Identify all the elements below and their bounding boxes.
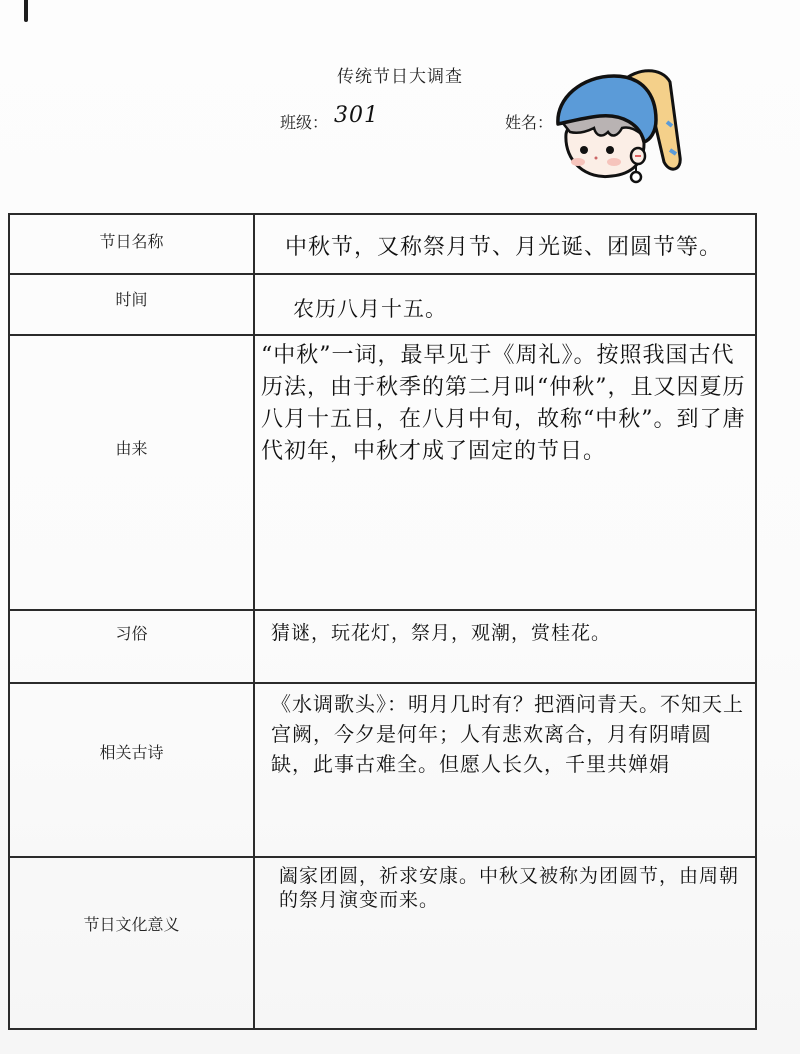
poem-value: 《水调歌头》：明月几时有？把酒问青天。不知天上宫阙，今夕是何年；人有悲欢离合，月有阴晴圆缺，此事古难全。但愿人长久，千里共婵娟 [271, 692, 744, 776]
cultural-meaning-value: 阖家团圆，祈求安康。中秋又被称为团圆节，由周朝的祭月演变而来。 [279, 865, 740, 911]
row-label-cell [9, 857, 254, 1029]
row-value-cell [254, 214, 756, 274]
row-label-cell [9, 610, 254, 683]
time-value: 农历八月十五。 [293, 297, 447, 321]
scan-corner-mark [24, 0, 28, 22]
table-row-time [9, 274, 756, 335]
row-label-cell [9, 683, 254, 857]
class-label: 班级： [280, 113, 329, 132]
row-value-cell [254, 335, 756, 610]
row-value-cell [254, 610, 756, 683]
festival-survey-table [8, 213, 757, 1030]
row-value-cell [254, 857, 756, 1029]
row-label: 相关古诗 [99, 743, 164, 762]
row-value-cell [254, 274, 756, 335]
table-row-poem [9, 683, 756, 857]
table-row-festival-name [9, 214, 756, 274]
row-label-cell [9, 335, 254, 610]
name-label: 姓名： [505, 113, 554, 132]
table-row-customs [9, 610, 756, 683]
table-row-origin [9, 335, 756, 610]
origin-value: “中秋”一词，最早见于《周礼》。按照我国古代历法，由于秋季的第二月叫“仲秋”，且又因夏历八月十五日，在八月中旬，故称“中秋”。到了唐代初年，中秋才成了固定的节日。 [261, 343, 746, 464]
row-label-cell [9, 274, 254, 335]
page-title: 传统节日大调查 [337, 67, 463, 87]
class-value: 301 [334, 103, 379, 128]
row-label: 节日名称 [99, 232, 164, 251]
customs-value: 猜谜，玩花灯，祭月，观潮，赏桂花。 [271, 622, 612, 644]
cartoon-child-with-blue-hat-icon [552, 62, 692, 190]
row-label: 节日文化意义 [83, 915, 180, 934]
table-row-cultural-meaning [9, 857, 756, 1029]
row-label: 习俗 [115, 624, 148, 643]
row-label: 时间 [115, 290, 148, 309]
row-value-cell [254, 683, 756, 857]
row-label: 由来 [115, 439, 148, 458]
festival-name-value: 中秋节，又称祭月节、月光诞、团圆节等。 [285, 235, 723, 260]
row-label-cell [9, 214, 254, 274]
